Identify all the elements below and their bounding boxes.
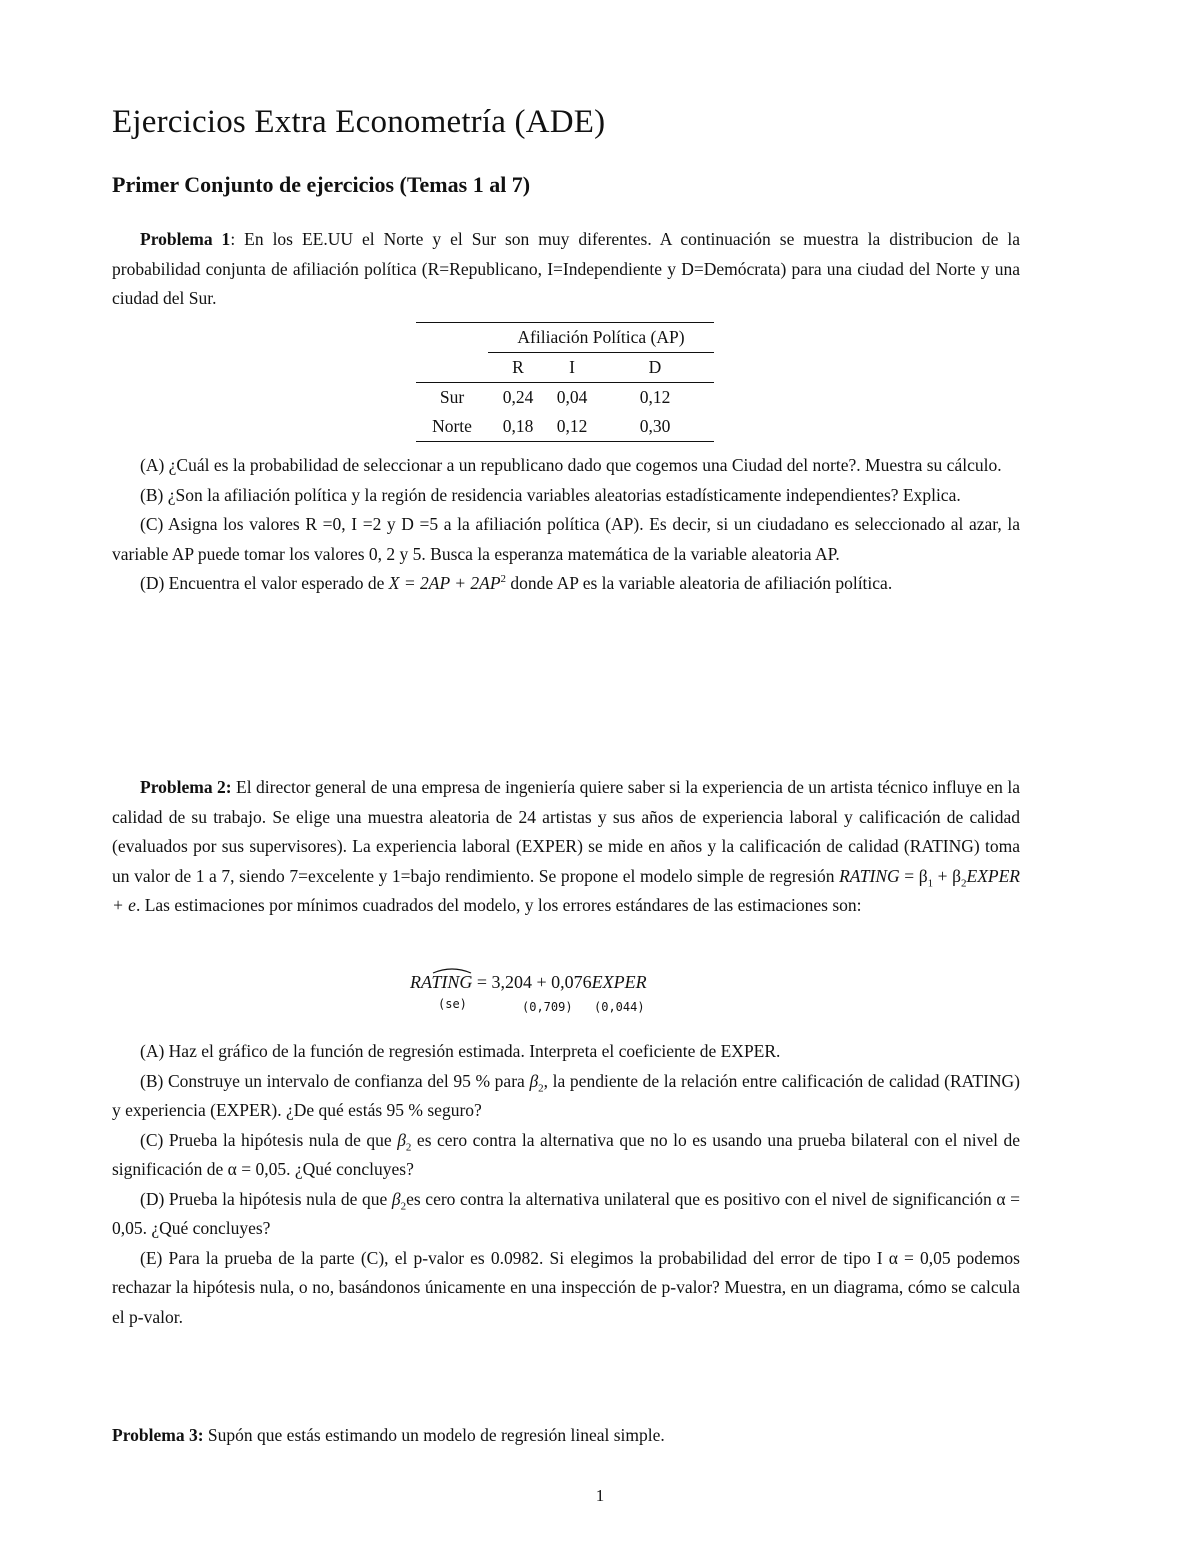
question-1d-exponent: 2 [500, 573, 507, 586]
affiliation-table [416, 322, 714, 442]
se-label: (se) [438, 997, 467, 1011]
beta-symbol: β [529, 1070, 539, 1091]
section-title: Primer Conjunto de ejercicios (Temas 1 al 7) [112, 172, 531, 197]
problem-2-questions [112, 1037, 1020, 1332]
model-eq: = β [899, 865, 928, 886]
question-2b-text-a: (B) Construye un intervalo de confianza del 95 % para [140, 1070, 530, 1091]
question-2d-text-b: es cero contra la alternativa unilateral que es positivo con el nivel de significanción α = 0,05. ¿Qué concluyes? [112, 1188, 1021, 1238]
col-header-d: D [596, 353, 714, 383]
model-mid: + β [933, 865, 962, 886]
se-slope: (0,044) [594, 1000, 645, 1014]
table-cell: 0,30 [596, 412, 714, 442]
col-header-i: I [548, 353, 596, 383]
question-1a: (A) ¿Cuál es la probabilidad de seleccionar a un republicano dado que cogemos una Ciudad del norte?. Muestra su cálculo. [140, 455, 1002, 475]
question-2c-text-a: (C) Prueba la hipótesis nula de que [140, 1129, 398, 1150]
question-1d [112, 569, 1020, 599]
problem-2-intro [112, 773, 1020, 921]
estimated-equation [410, 972, 647, 993]
equation-lhs-text: RATING [410, 972, 473, 992]
problem-3-text: Supón que estás estimando un modelo de regresión lineal simple. [203, 1425, 665, 1445]
table-cell: 0,24 [502, 387, 534, 407]
beta-subscript: 2 [405, 1141, 412, 1153]
question-2d [112, 1185, 1020, 1244]
table-cell: 0,18 [488, 412, 548, 442]
problem-2-intro-text-a: El director general de una empresa de ingeniería quiere saber si la experiencia de un artista técnico influye en la calidad de su trabajo. Se elige una muestra aleatoria de 24 artistas y sus años de experiencia laboral y calificación de calidad (evaluados por sus supervisores). La experiencia laboral (EXPER) se mide en años y la calificación de calidad (RATING) toma un valor de 1 a 7, siendo 7=excelente y 1=bajo rendimiento. Se propone el modelo simple de regresión [112, 777, 1020, 886]
question-2a: (A) Haz el gráfico de la función de regresión estimada. Interpreta el coeficiente de EXPER. [140, 1041, 781, 1061]
table-cell: 0,12 [639, 387, 671, 407]
question-2b-text-b: , la pendiente de la relación entre calificación de calidad (RATING) y experiencia (EXPER). ¿De qué estás 95 % seguro? [112, 1070, 1021, 1120]
row-label-sur: Sur [439, 387, 465, 407]
model-rhs: EXPER + e [112, 865, 1020, 915]
beta-symbol: β [397, 1129, 406, 1150]
question-1d-equation: X = 2AP + 2AP [388, 573, 501, 593]
question-1b: (B) ¿Son la afiliación política y la región de residencia variables aleatorias estadísticamente independientes? Explica. [140, 484, 961, 505]
problem-1-intro [112, 225, 1020, 314]
table-header: Afiliación Política (AP) [488, 323, 714, 353]
model-lhs: RATING [839, 865, 900, 886]
se-intercept: (0,709) [522, 1000, 573, 1014]
problem-1-label: Problema 1 [140, 229, 231, 249]
model-sub-2: 2 [961, 877, 967, 889]
equation-rest: = 3,204 + 0,076 [472, 972, 592, 992]
hat-icon [432, 966, 472, 974]
question-1c: (C) Asigna los valores R =0, I =2 y D =5 a la afiliación política (AP). Es decir, si un ciudadano es seleccionado al azar, la variable AP puede tomar los valores 0, 2 y 5. Busca la esperanza matemática de la variable aleatoria AP. [112, 514, 1020, 564]
problem-2-label: Problema 2: [140, 777, 232, 797]
table-cell: 0,04 [556, 387, 588, 407]
problem-3 [112, 1421, 1020, 1451]
beta-subscript: 2 [538, 1082, 544, 1094]
question-2e: (E) Para la prueba de la parte (C), el p-valor es 0.0982. Si elegimos la probabilidad del error de tipo I α = 0,05 podemos rechazar la hipótesis nula, o no, basándonos únicamente en una inspección de p-valor? Muestra, en un diagrama, cómo se calcula el p-valor. [112, 1247, 1020, 1327]
question-1d-text-b: donde AP es la variable aleatoria de afiliación política. [506, 573, 893, 593]
page-number: 1 [595, 1486, 605, 1505]
document-title: Ejercicios Extra Econometría (ADE) [112, 104, 606, 140]
question-1d-text-a: (D) Encuentra el valor esperado de [140, 573, 389, 593]
problem-1-intro-text: : En los EE.UU el Norte y el Sur son muy diferentes. A continuación se muestra la distribucion de la probabilidad conjunta de afiliación política (R=Republicano, I=Independiente y D=Demócrata) para una ciudad del Norte y una ciudad del Sur. [112, 229, 1020, 308]
equation-variable: EXPER [591, 972, 647, 992]
question-2b [112, 1067, 1020, 1126]
row-label-norte: Norte [416, 412, 488, 442]
question-2c-text-b: es cero contra la alternativa que no lo es usando una prueba bilateral con el nivel de significación de α = 0,05. ¿Qué concluyes? [112, 1129, 1020, 1179]
question-2d-text-a: (D) Prueba la hipótesis nula de que [140, 1188, 392, 1209]
table-corner [416, 323, 488, 353]
beta-symbol: β [391, 1188, 401, 1209]
problem-1-questions [112, 451, 1020, 599]
beta-subscript: 2 [400, 1200, 407, 1212]
question-2c [112, 1126, 1020, 1185]
problem-3-label: Problema 3: [112, 1425, 204, 1445]
col-header-r: R [488, 353, 548, 383]
table-row [416, 383, 714, 413]
table-row [416, 412, 714, 442]
equation-lhs [410, 972, 472, 992]
problem-2-intro-text-b: . Las estimaciones por mínimos cuadrados del modelo, y los errores estándares de las estimaciones son: [135, 895, 862, 915]
table-corner-2 [416, 353, 488, 383]
model-sub-1: 1 [927, 877, 934, 889]
table-cell: 0,12 [548, 412, 596, 442]
